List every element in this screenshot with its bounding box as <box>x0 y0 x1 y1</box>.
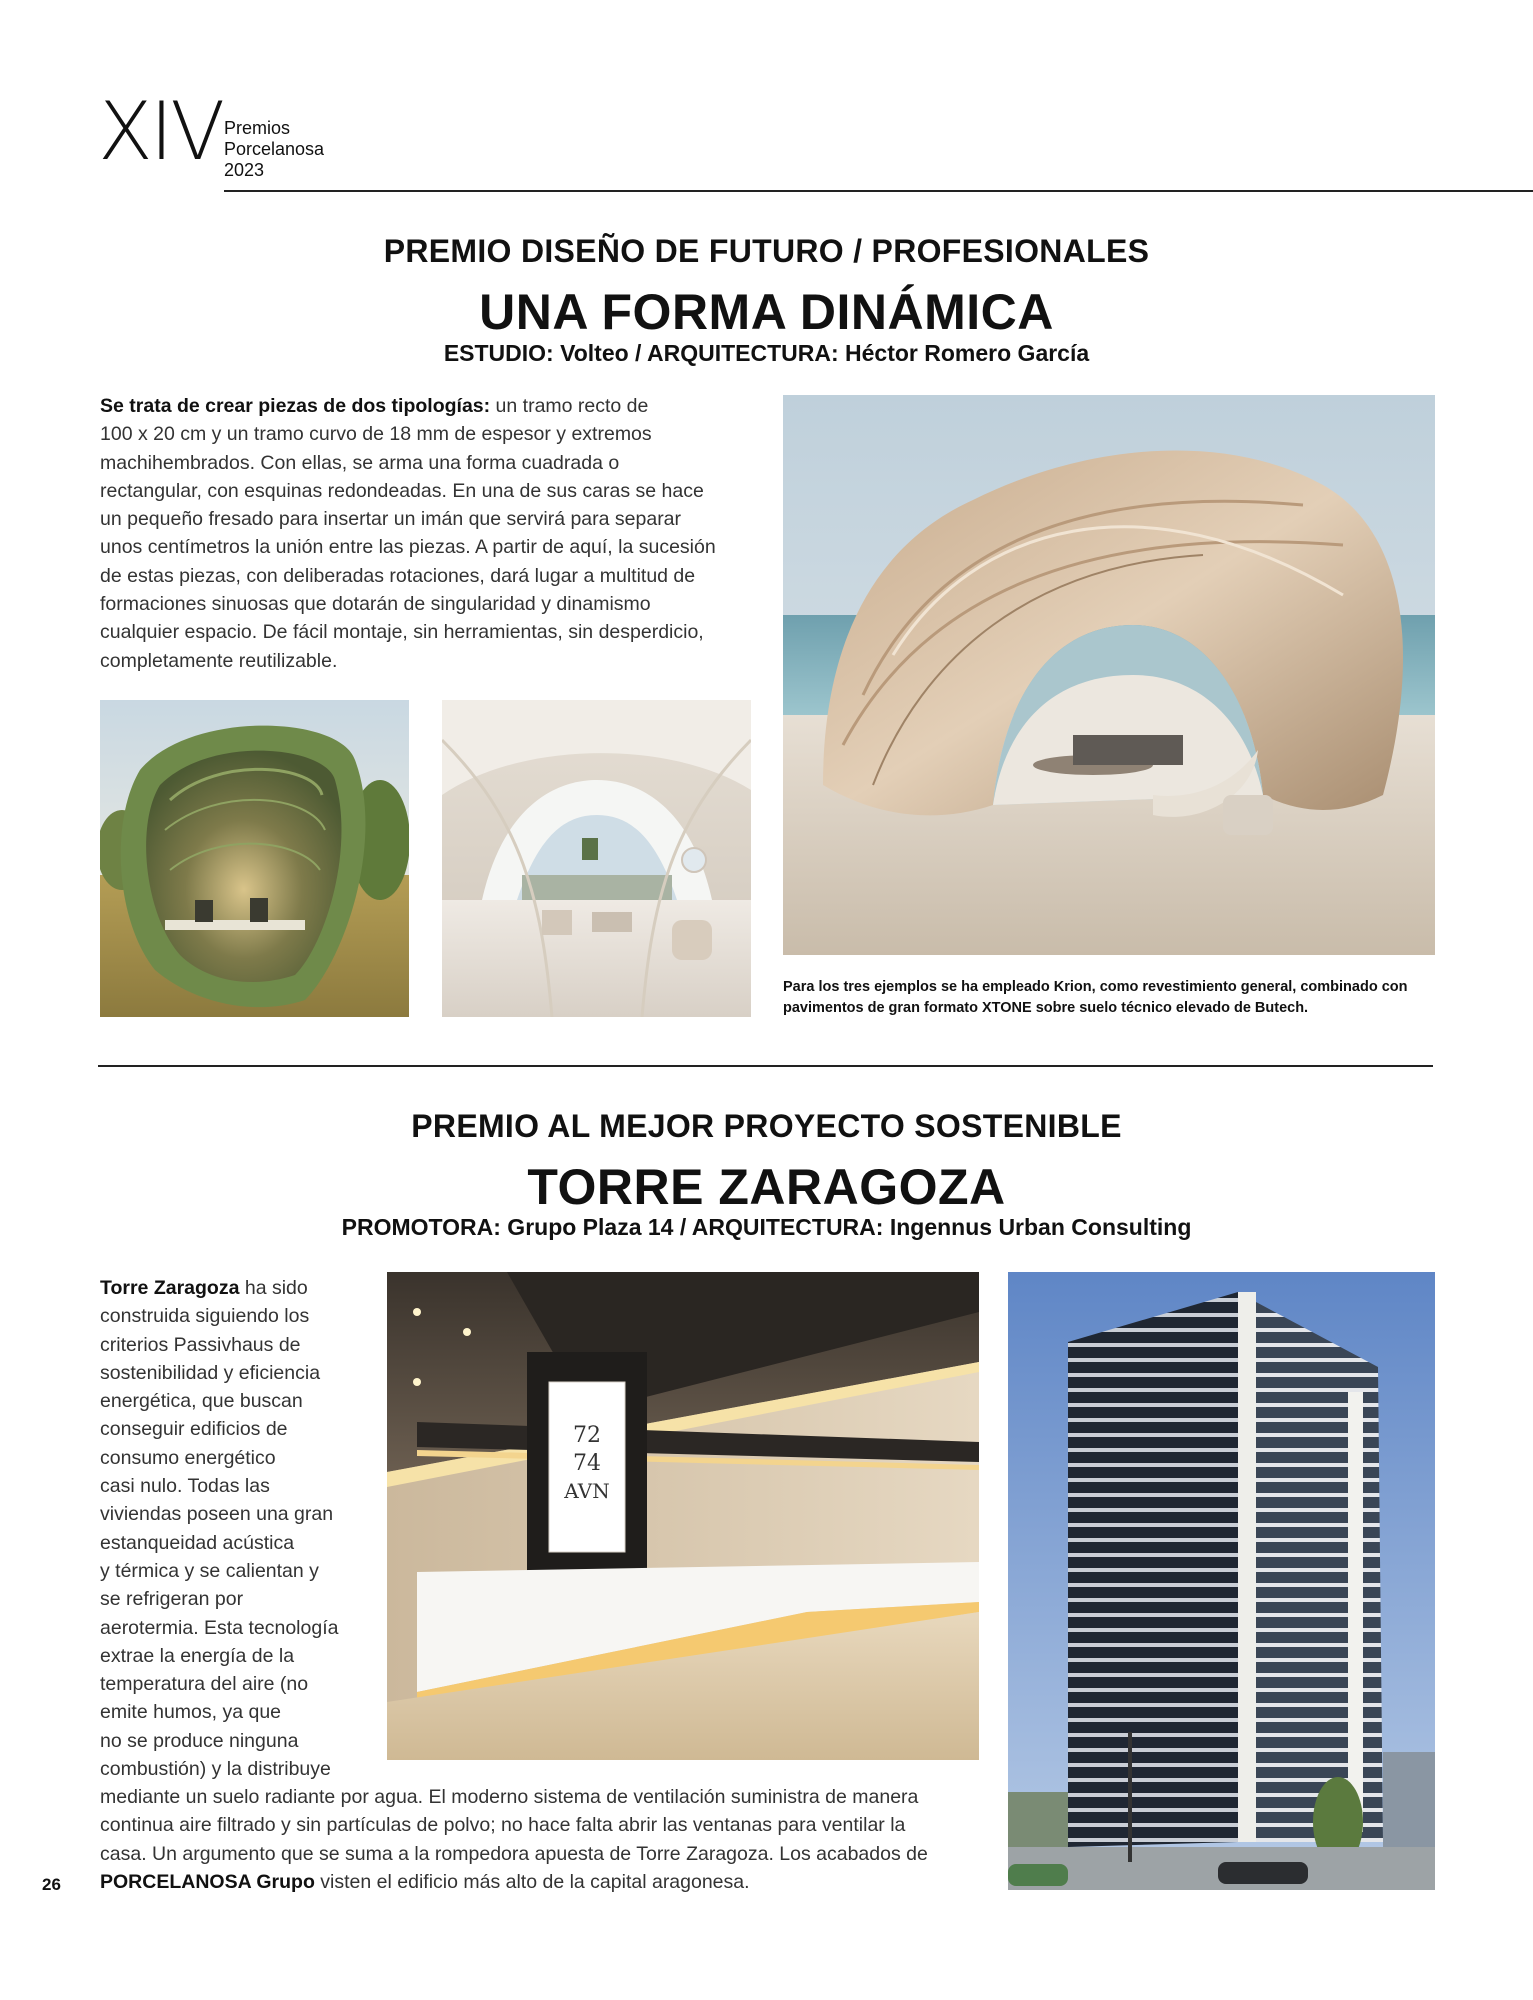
beach-pavilion-photo <box>783 395 1435 955</box>
interior-arches-photo <box>442 700 751 1017</box>
page-number: 26 <box>42 1875 61 1894</box>
header-divider <box>224 190 1533 192</box>
sign-number-2: 74 <box>573 1451 601 1476</box>
section2-lead: Torre Zaragoza <box>100 1277 240 1299</box>
lobby-reception-photo <box>387 1272 979 1760</box>
section-divider <box>98 1065 1433 1067</box>
section2-body-narrow: Torre Zaragoza ha sido construida siguiendo los criterios Passivhaus de sostenibilidad y eficiencia energética, que buscan conseguir edificios de consumo energético casi nulo. Todas las viviendas poseen una gran estanqueidad acústica y térmica y se calientan y se refrigeran por aerotermia. Esta tecnología extrae la energía de la temperatura del aire (no emite humos, ya que no se produce ninguna combustión) y la distribuye <box>100 1277 339 1781</box>
edition-numeral: XIV <box>98 85 223 178</box>
section1-body: Se trata de crear piezas de dos tipologías: un tramo recto de 100 x 20 cm y un tramo curvo de 18 mm de espesor y extremos machihembrados. Con ellas, se arma una forma cuadrada o rectangular, con esquinas redondeadas. En una de sus caras se hace un pequeño fresado para insertar un imán que servirá para separar unos centímetros la unión entre las piezas. A partir de aquí, la sucesión de estas piezas, con deliberadas rotaciones, dará lugar a multitud de formaciones sinuosas que dotarán de singularidad y dinamismo cualquier espacio. De fácil montaje, sin herramientas, sin desperdicio, completamente reutilizable. <box>100 395 716 672</box>
tower-building-photo <box>1008 1272 1435 1890</box>
section2-body-wide: mediante un suelo radiante por agua. El moderno sistema de ventilación suministra de manera continua aire filtrado y sin partículas de polvo; no hace falta abrir las ventanas para ventilar la casa. Un argumento que se suma a la rompedora apuesta de Torre Zaragoza. Los acabados de PORCELANOSA Grupo visten el edificio más alto de la capital aragonesa. <box>100 1786 928 1893</box>
section1-lead: Se trata de crear piezas de dos tipologías: <box>100 395 491 417</box>
section1-title: UNA FORMA DINÁMICA <box>479 284 1054 340</box>
section1-category: PREMIO DISEÑO DE FUTURO / PROFESIONALES <box>383 233 1150 269</box>
event-line-2: Porcelanosa <box>224 139 325 159</box>
event-name <box>224 118 324 181</box>
section2-category: PREMIO AL MEJOR PROYECTO SOSTENIBLE <box>411 1108 1122 1144</box>
green-pavilion-photo <box>100 700 409 1017</box>
event-year: 2023 <box>224 160 265 180</box>
section2-title: TORRE ZARAGOZA <box>527 1159 1006 1215</box>
event-line-1: Premios <box>224 118 291 138</box>
photo-caption: Para los tres ejemplos se ha empleado Krion, como revestimiento general, combinado con pavimentos de gran formato XTONE sobre suelo técnico elevado de Butech. <box>783 979 1408 1016</box>
section1-credits: ESTUDIO: Volteo / ARQUITECTURA: Héctor Romero García <box>443 340 1090 366</box>
section2-credits: PROMOTORA: Grupo Plaza 14 / ARQUITECTURA: Ingennus Urban Consulting <box>341 1214 1192 1240</box>
sign-number-1: 72 <box>573 1423 601 1448</box>
sign-text: AVN <box>564 1479 610 1503</box>
brand-name: PORCELANOSA Grupo <box>100 1870 315 1893</box>
